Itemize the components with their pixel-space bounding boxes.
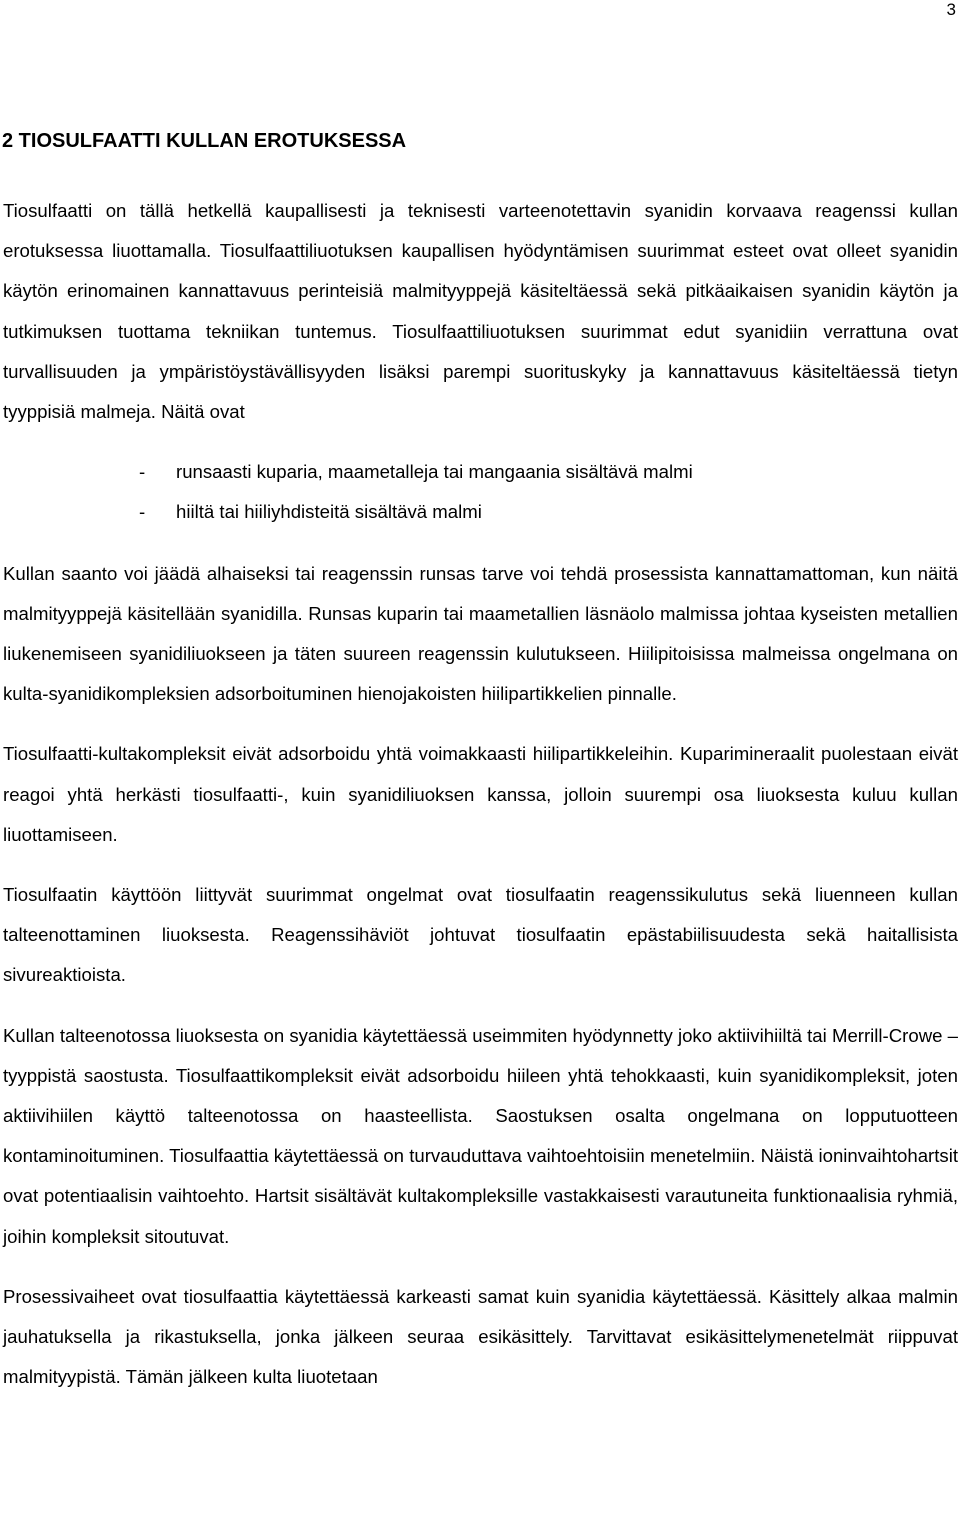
- paragraph-intro: Tiosulfaatti on tällä hetkellä kaupallisesti ja teknisesti varteenotettavin syanidin korvaava reagenssi kullan erotuksessa liuottamalla. Tiosulfaattiliuotuksen kaupallisen hyödyntämisen suurimmat esteet ovat olleet syanidin käytön erinomainen kannattavuus perinteisiä malmityyppejä käsiteltäessä sekä pitkäaikaisen syanidin käytön ja tutkimuksen tuottama tekniikan tuntemus. Tiosulfaattiliuotuksen suurimmat edut syanidiin verrattuna ovat turvallisuuden ja ympäristöystävällisyyden lisäksi parempi suorituskyky ja kannattavuus käsiteltäessä tietyn tyyppisiä malmeja. Näitä ovat: [3, 200, 958, 423]
- paragraph-process-steps: Prosessivaiheet ovat tiosulfaattia käytettäessä karkeasti samat kuin syanidia käytettäessä. Käsittely alkaa malmin jauhatuksella ja rikastuksella, jonka jälkeen seuraa esikäsittely. Tarvittavat esikäsittelymenetelmät riippuvat malmityypistä. Tämän jälkeen kulta liuotetaan: [3, 1285, 958, 1388]
- paragraph-thiosulfate-complexes: Tiosulfaatti-kultakompleksit eivät adsorboidu yhtä voimakkaasti hiilipartikkeleihin. Kuparimineraalit puolestaan eivät reagoi yhtä herkästi tiosulfaatti-, kuin syanidiliuoksen kanssa, jolloin suurempi osa liuoksesta kuluu kullan liuottamiseen.: [3, 743, 958, 845]
- paragraph-gold-yield: Kullan saanto voi jäädä alhaiseksi tai reagenssin runsas tarve voi tehdä prosessista kannattamattoman, kun näitä malmityyppejä käsitellään syanidilla. Runsas kuparin tai maametallien läsnäolo malmissa johtaa kyseisten metallien liukenemiseen syanidiliuokseen ja täten suureen reagenssin kulutukseen. Hiilipitoisissa malmeissa ongelmana on kulta-syanidikompleksien adsorboituminen hienojakoisten hiilipartikkelien pinnalle.: [3, 562, 958, 705]
- section-heading: 2 TIOSULFAATTI KULLAN EROTUKSESSA: [2, 130, 407, 152]
- page-number: 3: [946, 0, 956, 19]
- list-bullet: -: [139, 501, 146, 523]
- list-item-text: hiiltä tai hiiliyhdisteitä sisältävä malmi: [176, 501, 482, 523]
- list-bullet: -: [139, 461, 146, 483]
- document-body: [3, 191, 958, 1397]
- list-item-text: runsaasti kuparia, maametalleja tai mangaania sisältävä malmi: [176, 461, 693, 483]
- list-item: [3, 452, 958, 492]
- paragraph-problems: Tiosulfaatin käyttöön liittyvät suurimmat ongelmat ovat tiosulfaatin reagenssikulutus sekä liuenneen kullan talteenottaminen liuoksesta. Reagenssihäviöt johtuvat tiosulfaatin epästabiilisuudesta sekä haitallisista sivureaktioista.: [3, 884, 958, 986]
- paragraph-recovery: Kullan talteenotossa liuoksesta on syanidia käytettäessä useimmiten hyödynnetty joko aktiivihiiltä tai Merrill-Crowe –tyyppistä saostusta. Tiosulfaattikompleksit eivät adsorboidu hiileen yhtä tehokkaasti, kuin syanidikompleksit, joten aktiivihiilen käyttö talteenotossa on haasteellista. Saostuksen osalta ongelmana on lopputuotteen kontaminoituminen. Tiosulfaattia käytettäessä on turvauduttava vaihtoehtoisiin menetelmiin. Näistä ioninvaihtohartsit ovat potentiaalisin vaihtoehto. Hartsit sisältävät kultakompleksille vastakkaisesti varautuneita funktionaalisia ryhmiä, joihin kompleksit sitoutuvat.: [3, 1024, 959, 1247]
- list-item: [3, 492, 958, 532]
- ore-type-list: [3, 452, 958, 532]
